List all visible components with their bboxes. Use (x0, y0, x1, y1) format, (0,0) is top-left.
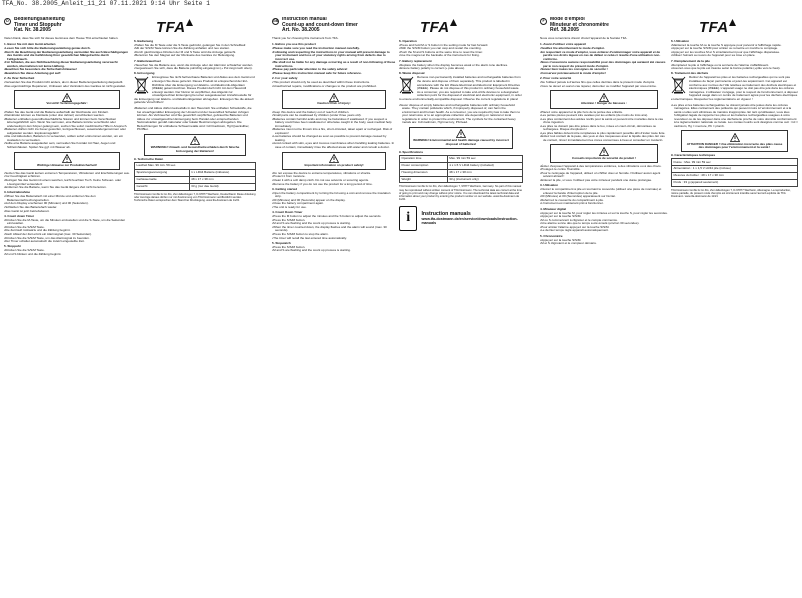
list-item: • Öffnen Sie das Batteriefach mit einer Münze und entfernen Sie den Batterieunterbrechungsstreifen. (4, 195, 130, 202)
warning-title: Vorsicht! Verletzungsgefahr: (46, 101, 88, 106)
s5_items-list (540, 239, 668, 246)
list-item: • Appuyez sur la touche M, pour régler les minutes et sur la touche S, pour régler les secondes. (540, 212, 668, 216)
list-item: • Batteries must not be thrown into a fire, short-circuited, taken apart or recharged. Risk of explosion! (272, 128, 396, 135)
s7_items-list (671, 64, 798, 71)
manual-title: Instruction manual Count-up and count-down timer Art. No. 38.2005 (282, 17, 358, 34)
list-item: • Tauschen Sie die Batterie aus, wenn die Anzeige oder der Alarmton schwächer werden. (134, 64, 256, 68)
list-item: • Conservez précieusement le mode d'emploi ! (540, 72, 668, 76)
warning-box (14, 90, 120, 108)
spec-row (672, 180, 798, 187)
crossed-bin-icon (134, 76, 149, 94)
list-item: • Refermez le couvercle du compartiment à pile. (540, 199, 668, 203)
list-item: • Ne l'utilisez jamais à d'autres fins que celles décrites dans le présent mode d'emploi. (540, 81, 668, 85)
list-item: • Keep this device and the battery out of reach of children. (272, 111, 396, 115)
list-item: • Do not expose the device to extreme temperatures, vibrations or shocks. (272, 172, 396, 176)
list-item: • Kleinkinder können es Kleinteile (unter drei Jahren) verschlucken werden. (4, 114, 130, 118)
spec-cell: Gehäusemaße (135, 176, 190, 183)
footer-text: TFA Dostmann GmbH & Co.KG, Zum Ellenbogen 7, 97877 Wertheim, Germany. No part of this manual may be reproduced without written consent of TFA Dostmann. The technical data are correct at the time of going to print and may change without prior notice. You can download the latest technical data and information about your product by entering the product number on our website. www.tfa-dostmann.de 11/21 (399, 185, 522, 202)
de-column-2 (134, 38, 256, 598)
list-item: • Assurez-vous que la pile est insérée selon la bonne polarité (+pôle vers le haut). (671, 67, 798, 71)
warning-title: Conseils importants de sécurité du produit ! (572, 155, 636, 160)
disposal-text: Remove non-permanently installed batteries and rechargeable batteries from the device and dispose of them separately. This product is labelled in accordance with the EU Waste Electrical and Electronic Equipment Directive (WEEE). Please do not dispose of this product in ordinary household waste. As a consumer, you are required to take end-of-life devices to a designated collection point for the disposal of electrical and electronic equipment, in order to ensure environmentally-compatible disposal. Observe the current regulations in place! (399, 75, 522, 101)
s2_items-list (4, 81, 130, 88)
list-item: • Following and respecting the instructions in your manual will prevent damage to your instrument and loss of your statutory rights arising from defects due to incorrect use. (272, 51, 396, 62)
section-heading: 1. Before you use this product (272, 41, 316, 46)
language-badge: F (540, 18, 547, 25)
fr-column-1 (540, 17, 668, 595)
spec-cell: Mesures du boîtier : 48 x 17 x 38 mm (672, 173, 798, 180)
list-item: • When the timer counted down, the display flashes and the alarm will sound (max. 30 seconds). (272, 226, 396, 233)
footer-text: TFA Dostmann GmbH & Co.KG, Zum Ellenbogen 7, D-97877 Wertheim, Allemagne. La reproduction, même partielle, du présent mode d'emploi est strictement interdite sans l'accord explicite de TFA Dostmann. www.tfa-dostmann.de 11/21 (671, 189, 791, 199)
spec-cell: 48 x 17 x 38 mm (189, 176, 255, 183)
list-item: • Alte und Akkuzellen, Batterien zu verwenden, sollten sofort entnommen werden, um ein Auslaufen zu vermeiden. (4, 135, 130, 142)
s1_items-list (540, 47, 668, 75)
list-item: • Entfernen Sie die Batterie, wenn Sie das Gerät längere Zeit nicht benutzen. (4, 186, 130, 190)
file-header: TFA_No. 38.2005_Anleit_11_21 07.11.2021 9:14 Uhr Seite 1 (2, 0, 210, 7)
warning-triangle-icon (599, 147, 609, 156)
s3_items-list (272, 192, 396, 210)
list-item: • Pour arrêter l'alarme appuyez sur la touche S/S/M. (540, 226, 668, 230)
warning-title: Attention ! Danger de blessure : (580, 101, 628, 106)
section-heading: 5. Stoppuhr (4, 244, 21, 249)
list-item: • Bewahren Sie diese Anleitung gut auf! (4, 72, 130, 76)
spec-cell: Durée : Max. 99 min 59 sec (672, 159, 798, 166)
list-item: • Les piles ne doivent pas être jetées dans le feu, mises en court-circuit, démontées ou rechargées. Risque d'explosion ! (540, 125, 668, 132)
s4_items-list (540, 212, 668, 233)
list-item: • Use the magnet at the backside of the instrument for fixing. (399, 54, 523, 58)
spec-cell: Spannungsversorgung (135, 169, 190, 176)
fr-column-2 (671, 38, 798, 598)
list-item: • Veuillez lire attentivement le mode d'emploi. (540, 47, 668, 51)
disposal-text: Erzeugnisse Sie nicht fachverbaute Batterien und Akkus aus dem Gerät und entsorgen Sie diese getrennt. Dieses Produkt ist entsprechend der EU-Richtlinie über die Entsorgung von Elektro- und Elektronik-Altgeräten (WEEE) gekennzeichnet. Dieses Produkt darf nicht mit dem Hausmüll entsorgt werden. Der Nutzer ist verpflichtet, das Altgerät zur umweltgerechten Entsorgung bei einer ausgewiesenen Annahmestelle für die Entsorgung von Elektro- und Elektronikgeräten abzugeben. Entsorgen Sie die aktuell geltende Vorschriften! (134, 75, 255, 105)
list-item: • Utilisez l'aimant au revers de l'appareil pour sa mise en place. (671, 54, 798, 58)
spec-cell: 33 g (instrument only) (447, 176, 522, 183)
list-item: • Close the battery compartment again. (272, 202, 396, 206)
list-item: • M and S are flashing and the count up process is starting. (272, 222, 396, 226)
list-item: • Replace the battery when the display becomes weak or the alarm tone declines. (399, 64, 523, 68)
list-item: • Batterien und Akkus dürfen keinesfalls in den Hausmüll. Sie enthalten Schadstoffe, die bei unsachgemäßer Entsorgung der Umwelt und der Gesundheit Schaden zufügen können. Als Verbraucher sind Sie gesetzlich verpflichtet, gebrauchte Batterien und Akkus zur umweltgerechten Entsorgung beim Handel oder entsprechenden Sammelstellen gemäß nationaler oder lokaler Bestimmungen abzugeben. Die Bezeichnungen für enthaltene Schwermetalle sind: Cd=Cadmium, Hg=Quecksilber, Pb=Blei. (134, 107, 256, 132)
en-column-2 (399, 38, 523, 598)
list-item: • 00 (Minutes) et 00 (Secondes) apparaissent sur l'écran. (540, 195, 668, 199)
warning-title: Wichtige Hinweise zur Produktsicherheit! (37, 162, 97, 167)
s2_items-list (272, 81, 396, 88)
warning-box (282, 90, 386, 108)
disposal-text: Retirez de l'appareil les piles et les batteries rechargeables qui ne sont pas installées de façon permanente et jetez-les séparément. Cet appareil est conforme aux normes de l'UE relatives au traitement des déchets électriques et électroniques (WEEE). L'appareil usagé ne doit pas être jeté dans les ordures ménagères. L'utilisateur s'engage, pour le respect de l'environnement, à déposer l'appareil usagé dans un centre de traitement agréé pour les déchets électriques et électroniques. Respectez les réglementations en vigueur ! (671, 75, 798, 101)
list-item: • Évitez tout contact de la peau, des yeux et des muqueuses avec le liquide des piles. En cas de contact, rincez immédiatement les zones concernées à l'eau et consultez un médecin. (540, 135, 668, 142)
list-item: • Reinigen Sie das Gerät mit einem weichen, leicht feuchten Tuch. Keine Scheuer- oder Lösungsmittel verwenden! (4, 179, 130, 186)
tfa-logo-fr: TFA (699, 19, 736, 36)
s6_items-list (134, 44, 256, 58)
list-item: • Mit der S/S/M Taste können Sie die Zählung anhalten und neu starten. (134, 47, 256, 51)
title-block (272, 17, 396, 34)
warning-box (681, 130, 788, 152)
warn1_items-list (272, 111, 396, 150)
s5_items-list (4, 249, 130, 256)
s8_items-list (134, 107, 256, 132)
spec-cell: Housing dimension (400, 169, 448, 176)
spec-table (399, 155, 523, 184)
de-column-1 (4, 17, 130, 595)
crossed-bin-icon (671, 76, 686, 94)
list-item: • Vous ne devez en aucun cas réparer, démonter ou modifier l'appareil par vous-même. (540, 85, 668, 89)
spec-cell: 1 x LR44 Batterie (inklusive) (189, 169, 255, 176)
list-item: • Halten Sie das Gerät und die Batterie außerhalb der Reichweite von Kindern. (4, 111, 130, 115)
list-item: • Die Zeit läuft rückwärts und die Zählung beginnt. (4, 229, 130, 233)
list-item: • Maintenez la touche M ou la touche S appuyée pour parvenir à l'affichage rapide. (671, 44, 798, 48)
list-item: • With the S/S/M button you can stop and restart the counting. (399, 47, 523, 51)
list-item: • M et S clignotent et le compteur démarre. (540, 242, 668, 246)
section-heading: 7. Remplacement de la pile (671, 58, 710, 63)
warning-box (550, 90, 658, 108)
spec-cell: Gewicht (135, 183, 190, 190)
section-heading: 7. Battery replacement (399, 58, 432, 63)
spec-cell: Laufzeit Max. 99 min. 59 sec. (135, 162, 256, 169)
list-item: • Press the S/S/M button to stop the alarm. (272, 233, 396, 237)
section-heading: 9. Specifications (399, 149, 424, 154)
list-item: • Nach Ablauf der Zeit ertönt ein Alarmsignal (max. 30 Sekunden). (4, 233, 130, 237)
spec-cell: 1 x 1.5 V LR44 battery (included) (447, 162, 522, 169)
s6_items-list (671, 44, 798, 58)
list-item: • Halten Sie die M Taste oder die S Taste gedrückt, gelangen Sie in den Schnelllauf. (134, 44, 256, 48)
list-item: • Clean it with a soft damp cloth. Do not use solvents or scouring agents. (272, 179, 396, 183)
list-item: • M ou S commencent à clignoter et le compte commence. (540, 219, 668, 223)
list-item: • Éviter d'exposer l'appareil à des températures extrêmes, à des vibrations ou à des chocs. (540, 165, 668, 169)
s7_items-list (134, 64, 256, 71)
warning-title: Caution! Risk of injury: (317, 101, 351, 106)
spec-row (400, 176, 523, 183)
manual-title: Mode d'emploi Minuteur et chronomètre Réf. 38.2005 (550, 17, 609, 34)
manual-title: Bedienungsanleitung Timer und Stoppuhr Kat. Nr. 38.2005 (14, 17, 65, 34)
list-item: • Press and hold M or S button in the setting mode for fast forward. (399, 44, 523, 48)
spec-row (400, 162, 523, 169)
spec-cell: 48 x 17 x 38 mm (447, 169, 522, 176)
spec-cell: Weight (400, 176, 448, 183)
section-heading: 4. Count down Timer (4, 213, 35, 218)
section-heading: 1. Avant d'utiliser votre appareil (540, 41, 586, 46)
section-heading: 2. Pour votre sécurité (540, 75, 572, 80)
spec-row (135, 183, 256, 190)
spec-row (135, 169, 256, 176)
s4_items-list (272, 215, 396, 240)
manuals-text (421, 211, 523, 225)
s8_items-list (671, 104, 798, 129)
warning-triangle-icon (62, 154, 72, 163)
s1_items-list (4, 47, 130, 75)
s5_items-list (272, 246, 396, 253)
s6_items-list (399, 44, 523, 58)
title-block (540, 17, 668, 34)
list-item: • Vergewissern Sie sich, dass die Batterie polrichtig eingelegt ist (+ Pol zeigt nach oben). (134, 67, 256, 71)
list-item: • Le dernier temps réglé apparaît automatiquement. (540, 229, 668, 233)
language-badge: GB (272, 18, 279, 25)
warning-box (550, 144, 658, 162)
crossed-bin-icon (399, 76, 414, 94)
list-item: • Pour le nettoyage de l'appareil, utilisez un chiffon doux et humide. N'utilisez aucun agent solvant abrasif ! (540, 172, 668, 179)
list-item: • Appuyez sur la touche S/S/M. (540, 239, 668, 243)
manuals-title: Instruction manuals (421, 210, 471, 217)
spec-cell: 33 g (nur das Gerät) (189, 183, 255, 190)
warn2_items-list (4, 172, 130, 190)
list-item: • Appuyez sur la touche S/S/M pour arrêter ou remettre en marche le comptage. (671, 47, 798, 51)
tfa-logo-de: TFA (156, 19, 193, 36)
section-heading: 2. For your safety (272, 75, 298, 80)
s1_items-list (272, 47, 396, 75)
list-item: • Protégez-le contre l'humidité. (540, 168, 668, 172)
warning-box (144, 134, 246, 156)
list-item: • Press the M button to adjust the minutes and the S button to adjust the seconds. (272, 215, 396, 219)
section-heading: 8. Waste disposal (399, 71, 425, 76)
spec-cell: Poids : 33 g (appareil seulement) (672, 180, 798, 187)
section-heading: 9. Technische Daten (134, 156, 164, 161)
list-item: • Open the battery compartment by turning the lid using a coin and remove the insulation strip. (272, 192, 396, 199)
spec-row (672, 173, 798, 180)
spec-table (671, 158, 798, 187)
section-heading: 7. Batteriewechsel (134, 58, 161, 63)
list-item: • Avoid contact with skin, eyes and mucous membranes when handling leaking batteries. In case of contact, immediately rinse the affected areas with water and consult a doctor. (272, 142, 396, 149)
s7_items-list (399, 64, 523, 71)
warning-box (282, 152, 386, 170)
section-heading: 8. Traitement des déchets (671, 71, 709, 76)
list-item: • Das Gerät ist jetzt betriebsbereit. (4, 210, 130, 214)
list-item: • Small parts can be swallowed by children (under three years old). (272, 114, 396, 118)
list-item: • Remplacez la pile si l'affichage ou la sonnerie de l'alarme s'affaiblissent. (671, 64, 798, 68)
list-item: • Press the S/S/M button. (272, 219, 396, 223)
section-heading: 8. Entsorgung (134, 71, 155, 76)
spec-row (400, 155, 523, 162)
list-item: • Please keep this instruction manual safe for future reference. (272, 72, 396, 76)
spec-row (135, 162, 256, 169)
spec-row (672, 159, 798, 166)
warning-title: WARNUNG! Umwelt- und Gesundheitsschäden durch falsche Entsorgung der Batterien! (150, 145, 240, 153)
list-item: • Batteries contain harmful acids and may be hazardous if swallowed. If you suspect a battery could have been swallowed or otherwise caught in the body, seek medical help immediately. (272, 118, 396, 129)
spec-row (672, 166, 798, 173)
list-item: • Vor Feuchtigkeit schützen. (4, 175, 130, 179)
list-item: • The unit is ready for use. (272, 206, 396, 210)
list-item: • Für Schäden, die aus Nichtbeachtung dieser Bedienungsanleitung verursacht werden, übernehmen wir keine Haftung. (4, 61, 130, 68)
list-item: • Schließen Sie das Batteriefach wieder. (4, 206, 130, 210)
list-item: • Push the M and S buttons at the same time to reset the timer. (399, 51, 523, 55)
list-item: • Appuyez sur les touches M et S simultanément pour que l'affichage disparaisse. (671, 51, 798, 55)
list-item: • Unauthorized repairs, modifications or changes to the product are prohibited. (272, 85, 396, 89)
spec-cell: Alimentation : 1 x 1,5 V LR44 pile (incluse) (672, 166, 798, 173)
list-item: • Ouvrez le compartiment à pile en tournant le couvercle (utilisez une pièce de monnaie) et enlevez la bande d'interruption de la pile. (540, 188, 668, 195)
section-heading: 2. Zu Ihrer Sicherheit (4, 75, 35, 80)
list-item: • Never dispose of empty batteries and rechargeable batteries with ordinary household waste. They contain pollutants which, if improperly disposed of, can harm the environment and human health. As a consumer, you are required by law to take them to your retail store or to an appropriate collection site depending on national or local regulations in order to protect the environment. The symbols for the contained heavy metals are: Cd=cadmium, Hg=mercury, Pb=lead. (399, 104, 523, 125)
list-item: • This product should only be used as described within these instructions. (272, 81, 396, 85)
section-heading: 3. Inbetriebnahme (4, 190, 31, 195)
list-item: • Drücken Sie die S/S/M Taste. (4, 249, 130, 253)
list-item: • Enlevez la pile, si vous n'utilisez pas votre minuteur pendant une durée prolongée. (540, 179, 668, 183)
section-heading: 1. Bevor Sie mit dem Gerät arbeiten (4, 41, 56, 46)
tfa-logo-en: TFA (420, 19, 457, 36)
list-item: • Batterien enthalten gesundheitsschädliche Säuren und können beim Verschlucken lebensgefährlich sein. Wenn Sie vermuten, eine Batterie könnte verschluckt oder anderweitig in den Körper gelangt sein, suchen Sie sofort medizinische Hilfe in Anspruch. (4, 118, 130, 129)
warning-triangle-icon (329, 154, 339, 163)
language-badge: D (4, 18, 11, 25)
s2_items-list (540, 81, 668, 88)
warn1_items-list (540, 111, 668, 143)
list-item: • M and S are flashing and the count up process is starting. (272, 249, 396, 253)
list-item: • Les piles faibles doivent être remplacées le plus rapidement possible afin d'éviter toute fuite. (540, 132, 668, 136)
list-item: • Der Timer schaltet automatisch die zuletzt eingestellte Zeit. (4, 240, 130, 244)
warn2_items-list (540, 165, 668, 183)
intro-text: Nous vous remercions d'avoir choisi l'appareil de la Société TFA. (540, 36, 628, 41)
section-heading: 9. Caractéristiques techniques (671, 153, 716, 158)
section-heading: 4. Count Down Timer (272, 210, 303, 215)
warn1_items-list (4, 111, 130, 150)
list-item: • Nous n'assumons aucune responsabilité pour des dommages qui auraient été causés par le non-respect du présent mode d'emploi. (540, 61, 668, 68)
list-item: • Ensure battery polarity is correct (+ pole above). (399, 67, 523, 71)
footer-text: TFA Dostmann GmbH & Co.KG, Zum Ellenbogen 7, D-97877 Wertheim, Deutschland. Diese Anleitung oder Auszüge daraus dürfen nur mit Zustimmung von TFA Dostmann veröffentlicht werden. Technische Daten entsprechen dem Stand bei Drucklegung. www.tfa-dostmann.de 11/21 (134, 192, 256, 202)
list-item: • Durch die Beachtung der Bedienungsanleitung vermeiden Sie auch Beschädigungen des Geräts und die Gefährdung Ihrer gesetzlichen Mängelrechte durch Fehlgebrauch. (4, 51, 130, 62)
list-item: • Low batteries should be changed as soon as possible to prevent damage caused by leaking. (272, 135, 396, 142)
list-item: • Please pay particular attention to the safety advice! (272, 68, 396, 72)
list-item: • Une alarme sonne dès que le temps a été écoulé (environ 30 secondes). (540, 222, 668, 226)
list-item: • Remove the battery if you do not use the product for a long period of time. (272, 183, 396, 187)
spec-cell: Power consumption (400, 162, 448, 169)
section-heading: 6. Operation (399, 38, 417, 43)
list-item: • En respectant ce mode d'emploi, vous éviterez d'endommager votre appareil et de perdre vos droits légaux en cas de défaut si celui-ci résulte d'une utilisation non-conforme. (540, 51, 668, 62)
list-item: • Auf dem Display erscheinen 00 (Minuten) und 00 (Sekunden). (4, 202, 130, 206)
s3_items-list (540, 188, 668, 206)
list-item: • Beachten Sie besonders die Sicherheitshinweise! (4, 68, 130, 72)
list-item: • Durch gleichzeitiges Drücken der M und S Taste wird die Anzeige gelöscht. (134, 51, 256, 55)
list-item: • Verwenden Sie das Produkt nicht anders, als in dieser Bedienungsanleitung dargestellt. (4, 81, 130, 85)
list-item: • Benutzen Sie den Magnet auf der Rückseite des Gerätes zur Befestigung. (134, 54, 256, 58)
section-heading: 5. Chronomètre (540, 233, 563, 238)
s3_items-list (4, 195, 130, 213)
list-item: • Drücken Sie die S/S/M Taste, um das Alarmsignal zu beenden. (4, 237, 130, 241)
list-item: • Please make sure you read the instruction manual carefully. (272, 47, 396, 51)
list-item: • L'instrument est maintenant prêt à fonctionner. (540, 202, 668, 206)
section-heading: 5. Stopwatch (272, 240, 291, 245)
intro-text: Vielen Dank, dass Sie sich für dieses Gerät aus dem Hause TFA entschieden haben. (4, 36, 119, 41)
list-item: • Batterien dürfen nicht ins Feuer geworfen, kurzgeschlossen, auseinandergenommen oder aufgeladen werden. Explosionsgefahr! (4, 128, 130, 135)
list-item: • 00 (Minutes) and 00 (Seconds) appear on the display. (272, 199, 396, 203)
info-icon: i (399, 206, 417, 231)
spec-table (134, 162, 256, 191)
list-item: • Sollte eine Batterie ausgelaufen sein, vermeiden Sie Kontakt mit Haut, Augen und Schleimhäuten. Spülen Sie ggf. mit Wasser ab. (4, 142, 130, 149)
spec-row (135, 176, 256, 183)
list-item: • Drücken Sie die S/S/M Taste. (4, 226, 130, 230)
warning-title: Important information on product safety! (304, 162, 364, 167)
list-item: • Les petites pièces peuvent être avalées par les enfants (de moins de trois ans). (540, 114, 668, 118)
section-heading: 3. Utilisation (540, 183, 559, 188)
s8_items-list (399, 104, 523, 125)
spec-row (400, 169, 523, 176)
list-item: • We shall not be liable for any damage occurring as a result of non-following of these instructions. (272, 61, 396, 68)
list-item: • M und S blinken und die Zählung beginnt. (4, 253, 130, 257)
list-item: • Press the S/S/M button. (272, 246, 396, 250)
section-heading: 3. Getting started (272, 186, 298, 191)
section-heading: 6. Bedienung (134, 38, 154, 43)
warning-box (409, 127, 513, 149)
list-item: • Drücken Sie die M-Taste, um die Minuten einzustellen und die S-Taste, um die Sekunden einzustellen. (4, 219, 130, 226)
en-column-1 (272, 17, 396, 595)
spec-cell: Operation time (400, 155, 448, 162)
manuals-url: www.tfa-dostmann.de/en/service/downloads/instruction-manuals (421, 216, 518, 225)
list-item: • Suivez bien toutes les consignes de sécurité ! (540, 68, 668, 72)
list-item: • Appuyez sur la touche S/S/M. (540, 215, 668, 219)
list-item: • Setzen Sie das Gerät keinen extremen Temperaturen, Vibrationen und Erschütterungen aus. (4, 172, 130, 176)
intro-text: Thank you for choosing this instrument from TFA. (272, 36, 339, 41)
section-heading: 4. Minuteur digital (540, 206, 567, 211)
list-item: • Les piles contiennent des acides nocifs pour la santé et peuvent être mortelles dans le cas d'une ingestion. (540, 118, 668, 125)
list-item: • Das eigenmächtige Reparieren, Umbauen oder Verändern des Gerätes ist nicht gestattet. (4, 85, 130, 89)
list-item: • The timer will recall the last entered time automatically. (272, 237, 396, 241)
list-item: • Les piles et les batteries rechargeables ne doivent jamais être jetées dans les ordures ménagères. Elles contiennent des polluants qui peuvent nuire à l'environnement et à la santé si elles sont éliminées de manière inappropriée. En tant qu'utilisateur, vous êtes l'obligation légale de rapporter les piles et les batteries rechargeables usagées à votre revendeur ou de les déposer dans une déchetterie proche de votre domicile conformément à la réglementation nationale ou locale. Les métaux lourds sont désignés comme suit : Cd = cadmium, Hg = mercure, Pb = plomb. (671, 104, 798, 129)
list-item: • Lesen Sie sich bitte die Bedienungsanleitung genau durch. (4, 47, 130, 51)
warning-title: ATTENTION DANGER ! Une élimination incorrecte des piles cause des dommages pour l'environnement et la santé ! (686, 141, 783, 150)
title-block (4, 17, 130, 34)
spec-cell: Max. 99 min 59 sec (447, 155, 522, 162)
warn2_items-list (272, 172, 396, 186)
s4_items-list (4, 219, 130, 244)
warning-triangle-icon (730, 133, 740, 142)
section-heading: 6. Utilisation (671, 38, 690, 43)
warning-title: WARNING! Environmental and health damage caused by incorrect disposal of batteries! (413, 137, 509, 146)
list-item: • Protect it from moisture. (272, 175, 396, 179)
list-item: • Placez votre appareil et la pile hors de la portée des enfants. (540, 111, 668, 115)
manuals-box (399, 206, 523, 231)
warning-box (14, 152, 120, 170)
